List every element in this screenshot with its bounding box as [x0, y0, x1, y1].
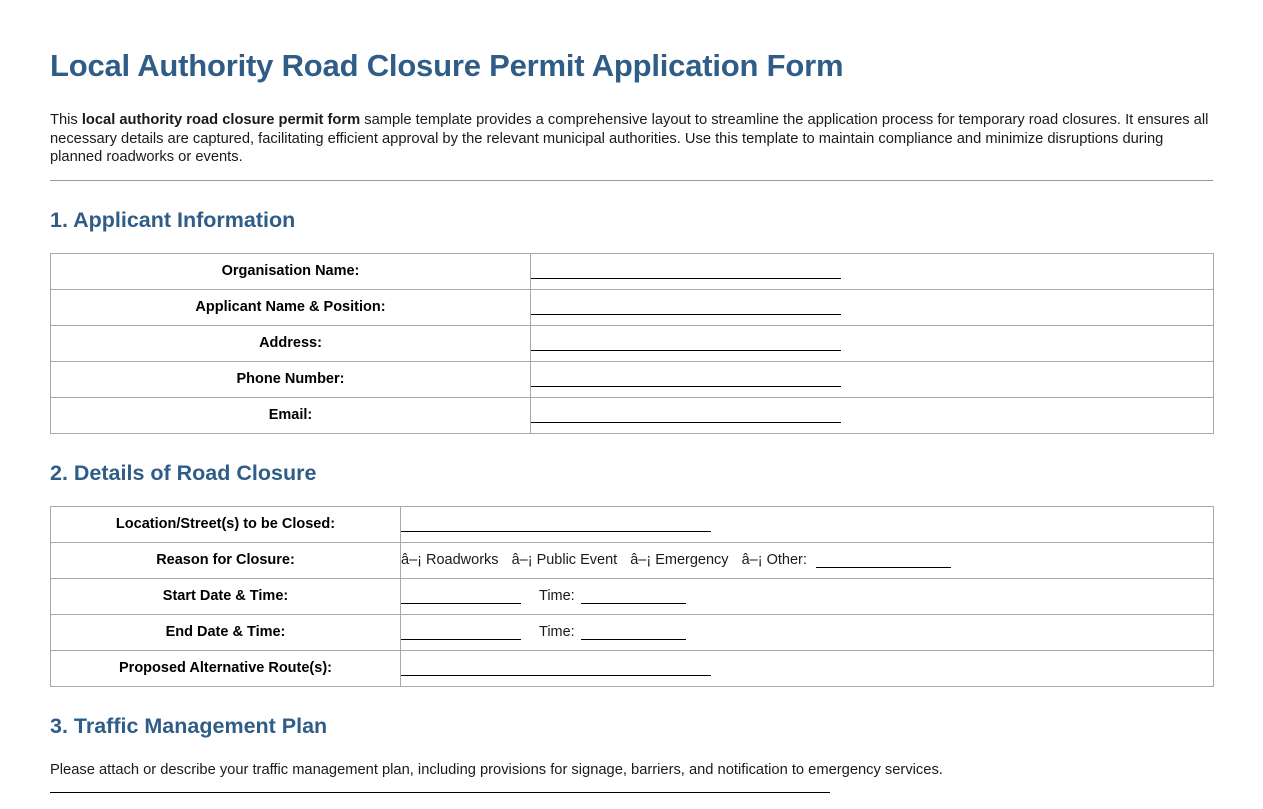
- table-row: [51, 578, 1214, 614]
- checkbox-option-emergency[interactable]: [630, 552, 728, 568]
- blank-line-start-time[interactable]: [581, 590, 686, 604]
- field-input-applicant-name-position[interactable]: [531, 289, 1214, 325]
- checkbox-option-roadworks[interactable]: [401, 552, 499, 568]
- blank-line-end-time[interactable]: [581, 626, 686, 640]
- table-row: [51, 325, 1214, 361]
- table-row: [51, 506, 1214, 542]
- section-heading-details-of-road-closure: 2. Details of Road Closure: [50, 460, 317, 485]
- traffic-management-instructions: Please attach or describe your traffic management plan, including provisions for signage, barriers, and notification to emergency services.: [50, 761, 943, 778]
- page-title: Local Authority Road Closure Permit Application Form: [50, 48, 844, 83]
- blank-line-end-date[interactable]: [401, 626, 521, 640]
- road-closure-details-table: [50, 506, 1214, 687]
- checkbox-option-other[interactable]: [742, 552, 807, 568]
- field-input-alternative-routes[interactable]: [401, 650, 1214, 686]
- field-label-organisation-name: Organisation Name:: [51, 253, 531, 289]
- blank-line-other-reason[interactable]: [816, 554, 951, 568]
- field-input-start-date-time: [401, 578, 1214, 614]
- blank-line[interactable]: [531, 301, 841, 315]
- checkbox-label-public-event: Public Event: [536, 552, 618, 568]
- checkbox-option-public-event[interactable]: [512, 552, 618, 568]
- blank-line[interactable]: [401, 518, 711, 532]
- field-input-organisation-name[interactable]: [531, 253, 1214, 289]
- blank-line[interactable]: [531, 337, 841, 351]
- checkbox-label-other: Other:: [766, 552, 807, 568]
- traffic-management-write-line[interactable]: [50, 791, 830, 793]
- table-row: [51, 542, 1214, 578]
- checkbox-label-roadworks: Roadworks: [426, 552, 499, 568]
- field-label-end-date-time: End Date & Time:: [51, 614, 401, 650]
- table-row: [51, 253, 1214, 289]
- table-row: [51, 614, 1214, 650]
- time-label-start: Time:: [539, 588, 575, 604]
- intro-paragraph: [50, 86, 1213, 167]
- intro-bold-phrase: local authority road closure permit form: [81, 112, 361, 128]
- table-row: [51, 650, 1214, 686]
- intro-lead-text: This: [50, 112, 82, 128]
- blank-line-start-date[interactable]: [401, 590, 521, 604]
- field-label-phone-number: Phone Number:: [51, 361, 531, 397]
- applicant-information-table: [50, 253, 1214, 434]
- field-label-reason-for-closure: Reason for Closure:: [51, 542, 401, 578]
- blank-line[interactable]: [531, 409, 841, 423]
- checkbox-icon[interactable]: â–¡: [401, 552, 422, 568]
- blank-line[interactable]: [531, 373, 841, 387]
- table-row: [51, 361, 1214, 397]
- section-heading-applicant-information: 1. Applicant Information: [50, 207, 296, 232]
- field-input-email[interactable]: [531, 397, 1214, 433]
- field-input-phone-number[interactable]: [531, 361, 1214, 397]
- reason-for-closure-options: [401, 542, 1214, 578]
- blank-line[interactable]: [531, 265, 841, 279]
- field-label-applicant-name-position: Applicant Name & Position:: [51, 289, 531, 325]
- checkbox-label-emergency: Emergency: [655, 552, 729, 568]
- field-label-location-streets: Location/Street(s) to be Closed:: [51, 506, 401, 542]
- table-row: [51, 397, 1214, 433]
- table-row: [51, 289, 1214, 325]
- field-label-alternative-routes: Proposed Alternative Route(s):: [51, 650, 401, 686]
- field-label-start-date-time: Start Date & Time:: [51, 578, 401, 614]
- field-input-address[interactable]: [531, 325, 1214, 361]
- field-input-end-date-time: [401, 614, 1214, 650]
- checkbox-icon[interactable]: â–¡: [630, 552, 652, 568]
- section-heading-traffic-management-plan: 3. Traffic Management Plan: [50, 713, 328, 738]
- field-label-address: Address:: [51, 325, 531, 361]
- time-label-end: Time:: [539, 624, 575, 640]
- field-label-email: Email:: [51, 397, 531, 433]
- intro-rest-text: sample template provides a comprehensive layout to streamline the application process for temporary road closures. It ensures all necessary details are captured, facilitating efficient approval by the relevant municipal authorities. Use this template to maintain compliance and minimize disruptions during planned roadworks or events.: [50, 112, 1209, 165]
- checkbox-icon[interactable]: â–¡: [741, 552, 763, 568]
- blank-line[interactable]: [401, 662, 711, 676]
- checkbox-icon[interactable]: â–¡: [511, 552, 533, 568]
- field-input-location-streets[interactable]: [401, 506, 1214, 542]
